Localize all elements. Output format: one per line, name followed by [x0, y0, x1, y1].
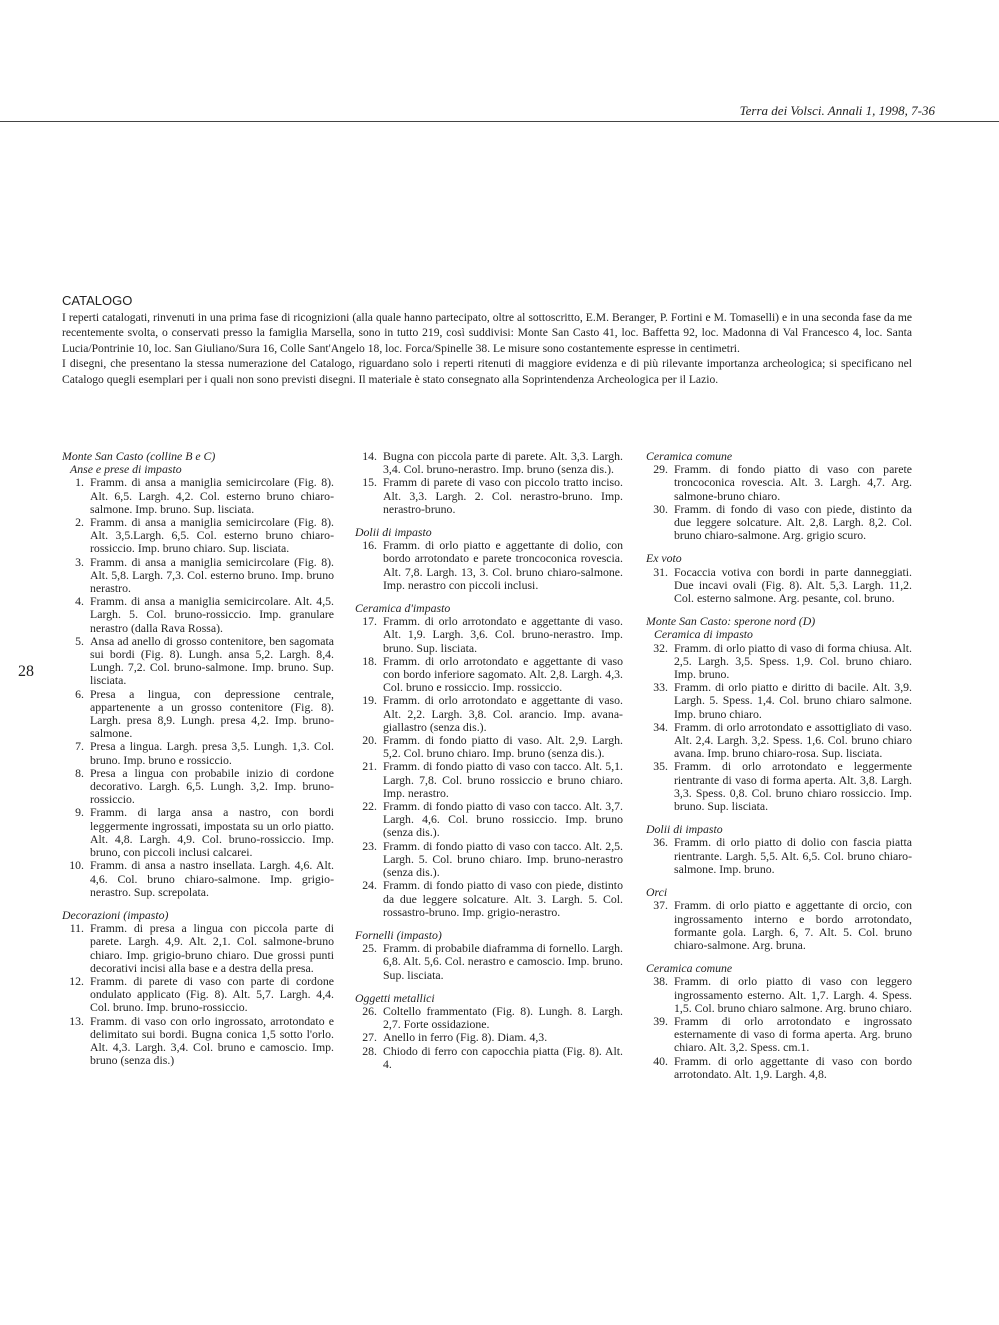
entry-number: 7. — [75, 739, 84, 754]
entry-number: 17. — [362, 614, 377, 629]
entry-number: 26. — [362, 1003, 377, 1018]
entry-number: 21. — [362, 759, 377, 774]
entry-number: 15. — [362, 475, 377, 490]
entry-number: 6. — [75, 686, 84, 701]
catalog-entry — [62, 688, 334, 741]
entry-text: Framm. di orlo arrotondato e aggettante di vaso. Alt. 1,9. Largh. 3,6. Col. bruno-nerastro. Imp. bruno. Sup. lisciata. — [383, 614, 623, 655]
entry-number: 28. — [362, 1043, 377, 1058]
entry-number: 29. — [653, 462, 668, 477]
entry-text: Framm. di ansa a maniglia semicircolare (Fig. 8). Alt. 5,8. Largh. 7,3. Col. esterno bruno. Imp. bruno nerastro. — [90, 554, 334, 596]
entry-number: 20. — [362, 733, 377, 748]
entry-text: Framm. di orlo arrotondato e aggettante di vaso con bordo inferiore sagomato. Alt. 2,8. Largh. 4,3. Col. bruno e rossiccio. Imp. rossiccio. — [383, 653, 623, 695]
item-list — [646, 836, 912, 876]
catalog-entry — [62, 476, 334, 516]
section-heading: Ceramica comune — [646, 961, 733, 976]
entry-number: 37. — [653, 898, 668, 913]
catalog-entry — [62, 806, 334, 859]
catalog-entry — [62, 556, 334, 596]
entry-number: 25. — [362, 941, 377, 956]
entry-number: 5. — [75, 633, 84, 648]
page-number: 28 — [18, 663, 34, 680]
intro-paragraph-2: I disegni, che presentano la stessa numerazione del Catalogo, riguardano solo i reperti ritenuti di maggiore evidenza e di più rilevante importanza archeologica; si specificano nel Catalogo quegli esemplari per i quali non sono previsti disegni. Il materiale è stato consegnato alla Soprintendenza Archeologica per il Lazio. — [62, 357, 912, 386]
catalog-title: CATALOGO — [62, 293, 133, 308]
catalog-entry — [355, 942, 623, 982]
entry-text: Framm. di fondo piatto di vaso. Alt. 2,9. Largh. 5,2. Col. bruno chiaro. Imp. bruno (senza dis.). — [383, 733, 623, 761]
catalog-entry — [646, 1015, 912, 1055]
entry-number: 24. — [362, 878, 377, 893]
column-2 — [355, 450, 623, 1081]
site-heading: Monte San Casto (colline B e C) — [62, 449, 216, 463]
item-list — [355, 942, 623, 982]
entry-number: 22. — [362, 799, 377, 814]
entry-text: Framm. di orlo piatto di vaso di forma chiusa. Alt. 2,5. Largh. 3,5. Spess. 1,9. Col. bruno chiaro. Imp. bruno. — [674, 640, 912, 682]
entry-number: 19. — [362, 693, 377, 708]
catalog-entry — [646, 836, 912, 876]
entry-number: 3. — [75, 554, 84, 569]
catalog-entry — [646, 566, 912, 606]
section-heading: Anse e prese di impasto — [70, 462, 182, 477]
catalog-entry — [355, 734, 623, 760]
section — [646, 962, 912, 1081]
item-list — [646, 566, 912, 606]
catalog-entry — [646, 642, 912, 682]
catalog-entry — [62, 595, 334, 635]
catalog-entry — [646, 975, 912, 1015]
entry-text: Framm. di orlo piatto di vaso con leggero ingrossamento esterno. Alt. 1,7. Largh. 4. Spess. 1,5. Col. bruno chiaro salmone. Arg. bruno chiaro. — [674, 974, 912, 1015]
section — [646, 552, 912, 605]
section-heading: Orci — [646, 885, 668, 900]
entry-number: 8. — [75, 765, 84, 780]
catalog-entry — [62, 767, 334, 807]
entry-text: Framm. di probabile diaframma di fornello. Largh. 6,8. Alt. 5,6. Col. nerastro e camoscio. Imp. bruno. Sup. lisciata. — [383, 941, 623, 982]
entry-number: 10. — [69, 858, 84, 873]
entry-text: Presa a lingua. Largh. presa 3,5. Lungh. 1,3. Col. bruno. Imp. bruno e rossiccio. — [90, 739, 334, 767]
entry-text: Focaccia votiva con bordi in parte danneggiati. Due incavi ovali (Fig. 8). Alt. 5,3. Largh. 11,2. Col. esterno salmone. Arg. pesante, col. bruno. — [674, 564, 912, 606]
entry-text: Presa a lingua, con depressione centrale, appartenente a un grosso contenitore (Fig. 8). Largh. presa 8,9. Lungh. presa 4,2. Imp. bruno-salmone. — [90, 686, 334, 741]
entry-number: 4. — [75, 594, 84, 609]
catalog-entry — [355, 615, 623, 655]
entry-text: Framm. di orlo piatto e aggettante di orcio, con ingrossamento interno e bordo arrotondato, formante gola. Largh. 6, 7. Alt. 5. Col. bruno chiaro-salmone. Arg. bruna. — [674, 898, 912, 952]
catalog-entry — [62, 516, 334, 556]
running-head: Terra dei Volsci. Annali 1, 1998, 7-36 — [739, 103, 935, 118]
entry-text: Framm. di fondo piatto di vaso con piede, distinto da due leggere solcature. Alt. 3. Largh. 5. Col. rossastro-bruno. Imp. grigio-nerastro. — [383, 878, 623, 919]
catalog-entry — [646, 760, 912, 813]
entry-text: Framm. di orlo arrotondato e aggettante di vaso. Alt. 2,2. Largh. 3,8. Col. arancio. Imp. avana-giallastro (senza dis.). — [383, 693, 623, 734]
entry-number: 2. — [75, 515, 84, 530]
catalog-entry — [646, 1055, 912, 1081]
section — [355, 929, 623, 982]
item-list — [646, 642, 912, 814]
section-heading: Ex voto — [646, 551, 682, 566]
entry-text: Framm. di presa a lingua con piccola parte di parete. Largh. 4,9. Alt. 2,1. Col. salmone-bruno chiaro. Imp. grigio-bruno chiaro. Due grossi punti decorativi incisi alla base e a destra della presa. — [90, 921, 334, 975]
entry-number: 32. — [653, 640, 668, 655]
section-heading: Decorazioni (impasto) — [62, 907, 169, 922]
entry-number: 35. — [653, 759, 668, 774]
entry-text: Framm. di ansa a maniglia semicircolare. Alt. 4,5. Largh. 5. Col. bruno-rossiccio. Imp. granulare nerastro (dalla Rava Rossa). — [90, 594, 334, 635]
entry-text: Coltello frammentato (Fig. 8). Lungh. 8. Largh. 2,7. Forte ossidazione. — [383, 1003, 623, 1032]
item-list — [646, 975, 912, 1081]
entry-text: Framm di orlo arrotondato e ingrossato esternamente di vaso di forma aperta. Arg. bruno chiaro. Alt. 3,2. Spess. cm.1. — [674, 1013, 912, 1055]
entry-number: 30. — [653, 501, 668, 516]
item-list — [355, 539, 623, 592]
entry-number: 18. — [362, 653, 377, 668]
catalog-entry — [646, 463, 912, 503]
section — [646, 886, 912, 952]
entry-number: 31. — [653, 564, 668, 579]
entry-number: 9. — [75, 805, 84, 820]
item-list — [355, 450, 623, 516]
entry-number: 23. — [362, 838, 377, 853]
catalog-intro — [62, 293, 912, 388]
header-rule — [0, 121, 999, 122]
entry-text: Framm. di orlo piatto e aggettante di dolio, con bordo arrotondato e parete troncoconica rovescia. Alt. 7,8. Largh. 13, 3. Col. bruno chiaro-salmone. Imp. nerastro con piccoli inclusi. — [383, 538, 623, 592]
catalog-entry — [355, 760, 623, 800]
catalog-entry — [646, 681, 912, 721]
entry-number: 12. — [69, 973, 84, 988]
section — [646, 615, 912, 813]
section-heading: Dolii di impasto — [355, 525, 432, 540]
section — [355, 450, 623, 516]
entry-number: 33. — [653, 680, 668, 695]
entry-text: Ansa ad anello di grosso contenitore, ben sagomata sui bordi (Fig. 8). Lungh. ansa 5,2. Largh. 8,4. Lungh. 7,2. Col. bruno-salmone. Imp. bruno. Sup. lisciata. — [90, 633, 334, 688]
catalog-entry — [62, 740, 334, 766]
entry-text: Framm. di fondo piatto di vaso con parete troncoconica rovescia. Alt. 3. Largh. 4,7. Arg. salmone-bruno chiaro. — [674, 462, 912, 503]
entry-text: Framm. di ansa a maniglia semicircolare (Fig. 8). Alt. 3,5.Largh. 6,5. Col. esterno bruno chiaro-rossiccio. Imp. bruno chiaro. Sup. lisciata. — [90, 515, 334, 556]
section — [62, 450, 334, 899]
catalog-entry — [62, 975, 334, 1015]
catalog-entry — [62, 635, 334, 688]
section — [62, 909, 334, 1067]
entry-text: Framm. di orlo piatto di dolio con fascia piatta rientrante. Largh. 5,5. Alt. 6,5. Col. bruno chiaro-salmone. Imp. bruno. — [674, 835, 912, 876]
item-list — [646, 899, 912, 952]
catalog-entry — [355, 655, 623, 695]
entry-text: Framm. di vaso con orlo ingrossato, arrotondato e delimitato sui bordi. Bugna conica 1,5 sotto l'orlo. Alt. 4,3. Largh. 3,4. Col. bruno e camoscio. Imp. bruno (senza dis.) — [90, 1013, 334, 1068]
column-3 — [646, 450, 912, 1091]
entry-text: Framm. di larga ansa a nastro, con bordi leggermente ingrossati, impostata su un orlo piatto. Alt. 4,8. Largh. 4,9. Col. bruno-rossiccio. Imp. bruno, con piccoli inclusi calcarei. — [90, 805, 334, 860]
entry-text: Framm. di orlo aggettante di vaso con bordo arrotondato. Alt. 1,9. Largh. 4,8. — [674, 1053, 912, 1081]
section-heading: Ceramica d'impasto — [355, 601, 451, 616]
catalog-entry — [646, 721, 912, 761]
catalog-entry — [646, 899, 912, 952]
section — [646, 823, 912, 876]
entry-text: Framm di parete di vaso con piccolo tratto inciso. Alt. 3,3. Largh. 2. Col. nerastro-bruno. Imp. nerastro-bruno. — [383, 475, 623, 516]
entry-text: Chiodo di ferro con capocchia piatta (Fig. 8). Alt. 4. — [383, 1043, 623, 1071]
catalog-entry — [355, 450, 623, 476]
entry-number: 16. — [362, 538, 377, 553]
entry-text: Presa a lingua con probabile inizio di cordone decorativo. Largh. 6,5. Lungh. 3,2. Imp. bruno-rossiccio. — [90, 765, 334, 807]
entry-text: Framm. di fondo piatto di vaso con tacco. Alt. 3,7. Largh. 4,6. Col. bruno rossiccio. Imp. bruno (senza dis.). — [383, 799, 623, 840]
entry-text: Anello in ferro (Fig. 8). Diam. 4,3. — [383, 1030, 548, 1045]
catalog-entry — [646, 503, 912, 543]
entry-number: 13. — [69, 1013, 84, 1028]
section — [355, 526, 623, 592]
entry-number: 14. — [362, 449, 377, 463]
catalog-entry — [355, 840, 623, 880]
entry-number: 38. — [653, 974, 668, 989]
section-heading: Ceramica di impasto — [654, 627, 753, 642]
entry-text: Framm. di ansa a nastro insellata. Largh. 4,6. Alt. 4,6. Col. bruno chiaro-salmone. Imp. grigio-nerastro. Sup. screpolata. — [90, 858, 334, 899]
catalog-entry — [355, 539, 623, 592]
entry-number: 11. — [69, 921, 84, 936]
column-1 — [62, 450, 334, 1077]
entry-text: Framm. di orlo arrotondato e assottigliato di vaso. Alt. 2,4. Largh. 3,2. Spess. 1,6. Col. bruno chiaro avana. Imp. bruno chiaro-rosa. Sup. lisciata. — [674, 719, 912, 761]
entry-number: 1. — [75, 475, 84, 490]
entry-text: Framm. di orlo piatto e diritto di bacile. Alt. 3,9. Largh. 5. Spess. 1,4. Col. bruno chiaro salmone. Imp. bruno chiaro. — [674, 680, 912, 721]
site-heading: Monte San Casto: sperone nord (D) — [646, 614, 816, 629]
section-heading: Fornelli (impasto) — [355, 927, 442, 942]
entry-text: Framm. di fondo piatto di vaso con tacco. Alt. 2,5. Largh. 5. Col. bruno chiaro. Imp. bruno-nerastro (senza dis.). — [383, 838, 623, 880]
section-heading: Ceramica comune — [646, 449, 733, 463]
catalog-entry — [355, 800, 623, 840]
item-list — [62, 922, 334, 1067]
entry-text: Framm. di ansa a maniglia semicircolare (Fig. 8). Alt. 6,5. Largh. 4,2. Col. esterno bruno chiaro-salmone. Imp. bruno. Sup. lisciata. — [90, 475, 334, 516]
item-list — [646, 463, 912, 542]
catalog-entry — [62, 859, 334, 899]
section — [646, 450, 912, 542]
entry-number: 34. — [653, 719, 668, 734]
catalog-entry — [62, 1015, 334, 1068]
entry-text: Framm. di parete di vaso con parte di cordone ondulato applicato (Fig. 8). Alt. 5,7. Largh. 4,4. Col. bruno. Imp. bruno-rossiccio. — [90, 973, 334, 1015]
catalog-entry — [355, 694, 623, 734]
catalog-entry — [355, 1031, 623, 1044]
section — [355, 602, 623, 919]
entry-number: 27. — [362, 1030, 377, 1045]
section-heading: Dolii di impasto — [646, 822, 723, 837]
item-list — [62, 476, 334, 899]
entry-text: Framm. di fondo di vaso con piede, distinto da due leggere solcature. Alt. 2,8. Largh. 8,2. Col. bruno chiaro-salmone. Arg. grigio scuro. — [674, 501, 912, 543]
intro-paragraph-1: I reperti catalogati, rinvenuti in una prima fase di ricognizioni (alla quale hanno partecipato, oltre al sottoscritto, E.M. Beranger, P. Fortini e M. Tomaselli) e in una seconda fase da me recentemente svolta, o conservati presso la famiglia Marsella, sono in tutto 219, così suddivisi: Monte San Casto 41, loc. Baffetta 92, loc. Madonna di Val Francesco 4, loc. Santa Lucia/Pontrinie 10, loc. San Giuliano/Sura 16, Colle Sant'Angelo 18, loc. Forca/Spinelle 38. Le misure sono costantemente espresse in centimetri. — [62, 310, 912, 355]
catalog-entry — [355, 879, 623, 919]
entry-text: Framm. di fondo piatto di vaso con tacco. Alt. 5,1. Largh. 7,8. Col. bruno rossiccio e bruno chiaro. Imp. nerastro. — [383, 759, 623, 800]
catalog-entry — [355, 1045, 623, 1071]
catalog-entry — [355, 1005, 623, 1031]
section-heading: Oggetti metallici — [355, 990, 435, 1005]
catalog-entry — [355, 476, 623, 516]
entry-number: 36. — [653, 835, 668, 850]
entry-text: Bugna con piccola parte di parete. Alt. 3,3. Largh. 3,4. Col. bruno-nerastro. Imp. bruno (senza dis.). — [383, 449, 623, 477]
item-list — [355, 615, 623, 919]
item-list — [355, 1005, 623, 1071]
entry-number: 40. — [653, 1053, 668, 1068]
catalog-entry — [62, 922, 334, 975]
section — [355, 992, 623, 1071]
entry-text: Framm. di orlo arrotondato e leggermente rientrante di vaso di forma aperta. Alt. 3,8. Largh. 3,3. Spess. 0,8. Col. bruno chiaro rossiccio. Imp. bruno. Sup. lisciata. — [674, 759, 912, 814]
entry-number: 39. — [653, 1013, 668, 1028]
